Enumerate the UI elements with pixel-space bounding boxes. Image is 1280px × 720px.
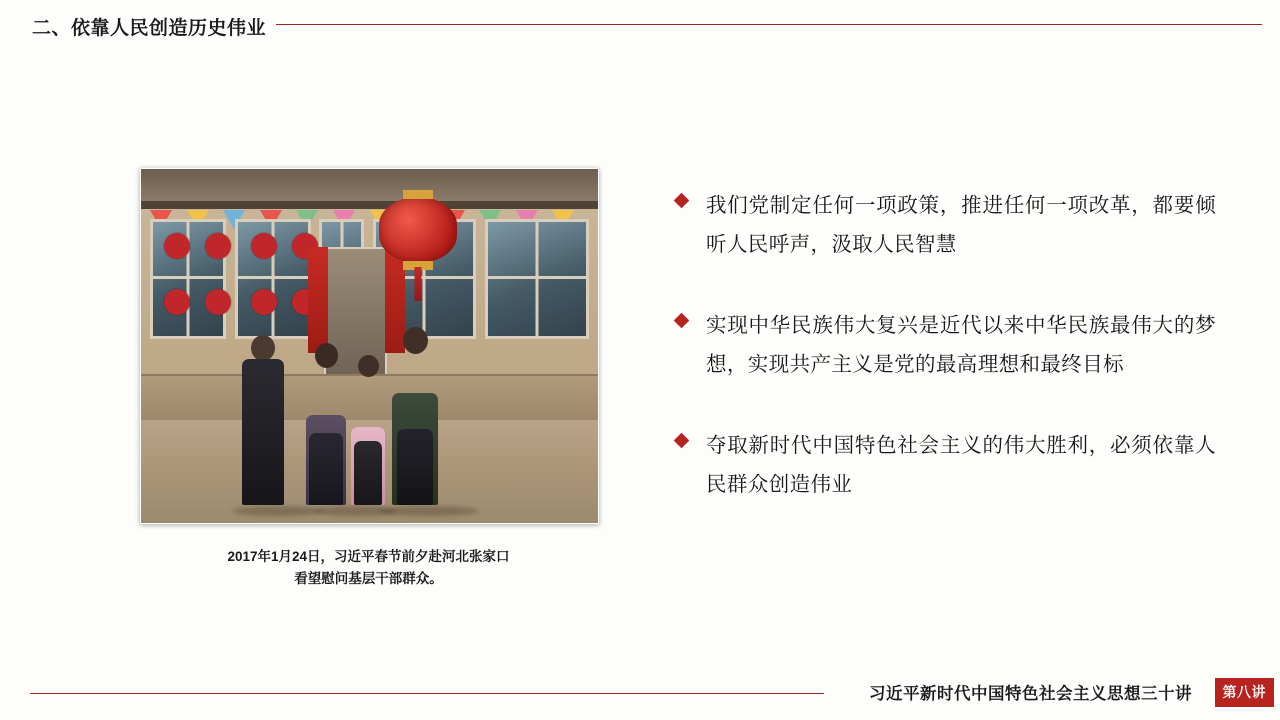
photo-caption <box>140 546 597 590</box>
slide-header <box>0 0 1280 52</box>
photo-caption-line-2: 看望慰问基层干部群众。 <box>294 571 443 586</box>
diamond-bullet-icon <box>674 313 690 329</box>
bullet-text-3: 夺取新时代中国特色社会主义的伟大胜利，必须依靠人民群众创造伟业 <box>706 434 1216 496</box>
footer-lecture-badge: 第八讲 <box>1215 678 1275 707</box>
photo-person-1 <box>242 335 284 505</box>
list-item <box>676 186 1216 264</box>
photo-red-lantern <box>379 197 457 263</box>
photo-roof <box>141 169 598 201</box>
bullet-text-1: 我们党制定任何一项政策，推进任何一项改革，都要倾听人民呼声，汲取人民智慧 <box>706 194 1216 256</box>
photo-door-scroll-left <box>308 247 328 353</box>
bullet-list <box>676 186 1216 504</box>
photo-roof-eave <box>141 201 598 209</box>
footer-title: 习近平新时代中国特色社会主义思想三十讲 <box>869 685 1192 703</box>
photo-person-2 <box>306 343 346 505</box>
slide-footer <box>0 666 1280 720</box>
bullet-text-2: 实现中华民族伟大复兴是近代以来中华民族最伟大的梦想，实现共产主义是党的最高理想和最终目标 <box>706 314 1216 376</box>
header-divider <box>276 24 1262 25</box>
list-item <box>676 306 1216 384</box>
photo-person-3 <box>351 355 385 505</box>
photo-person-4 <box>392 327 438 505</box>
photo-xi-jinping-visit-zhangjiakou <box>140 168 599 524</box>
photo-block <box>140 168 597 590</box>
diamond-bullet-icon <box>674 433 690 449</box>
page-title: 二、依靠人民创造历史伟业 <box>32 18 267 39</box>
photo-caption-line-1: 2017年1月24日，习近平春节前夕赴河北张家口 <box>227 549 510 564</box>
footer-divider <box>30 693 824 694</box>
diamond-bullet-icon <box>674 193 690 209</box>
list-item <box>676 426 1216 504</box>
